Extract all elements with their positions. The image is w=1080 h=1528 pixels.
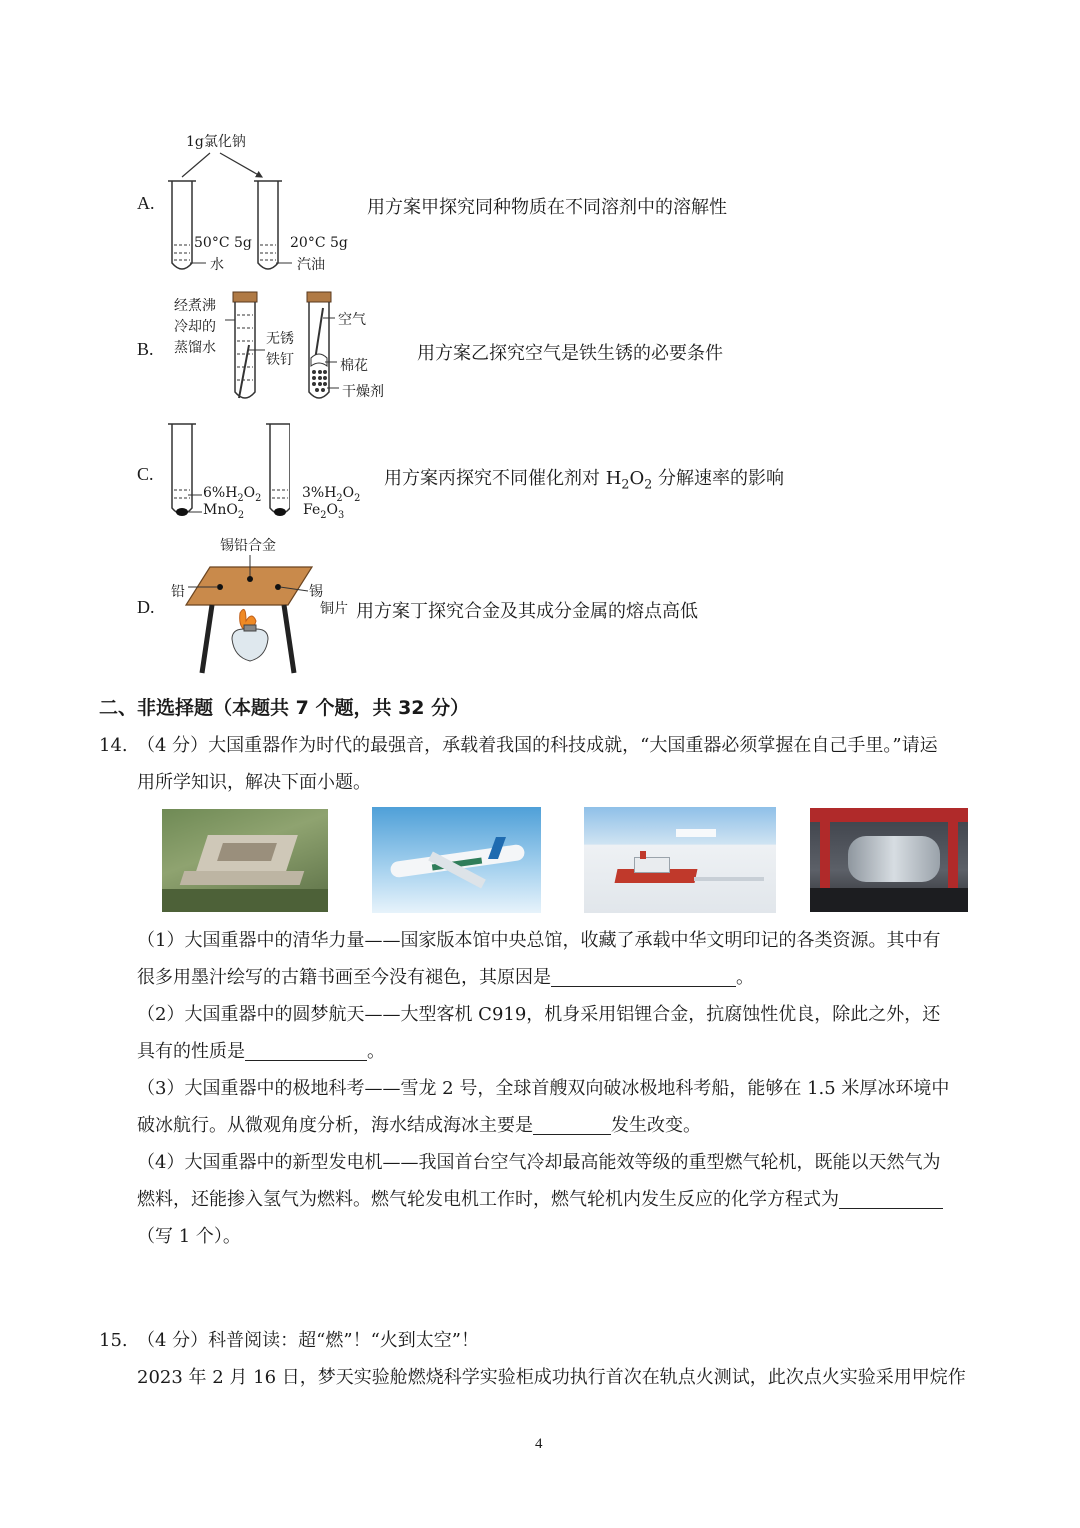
- q14-sub4-line2: 燃料，还能掺入氢气为燃料。燃气轮发电机工作时，燃气轮机内发生反应的化学方程式为: [137, 1181, 943, 1218]
- option-a-letter: A.: [137, 193, 155, 213]
- label-nail-2: 铁钉: [266, 352, 294, 368]
- turbine-photo: [810, 808, 968, 912]
- q14-sub1-answer-blank[interactable]: [551, 966, 736, 987]
- label-copper: 铜片: [320, 601, 348, 617]
- option-a-text: 用方案甲探究同种物质在不同溶剂中的溶解性: [367, 197, 727, 218]
- icebreaker-photo: [584, 807, 776, 913]
- q14-intro-line1: （4 分）大国重器作为时代的最强音，承载着我国的科技成就，“大国重器必须掌握在自己手里。”请运: [137, 735, 938, 756]
- label-cotton: 棉花: [340, 358, 368, 374]
- label-right-temp: 20°C 5g: [290, 235, 348, 251]
- label-fe2o3: $Fe_2O_3$: [303, 502, 345, 521]
- label-gasoline: 汽油: [297, 257, 325, 273]
- label-water: 水: [210, 257, 224, 273]
- label-tin: 锡: [309, 584, 323, 600]
- diagram-d-melting: [180, 555, 320, 680]
- q14-sub3-line1: （3）大国重器中的极地科考——雪龙 2 号，全球首艘双向破冰极地科考船，能够在 1.5 米厚冰环境中: [137, 1078, 950, 1099]
- label-water-1: 经煮沸: [174, 298, 216, 314]
- q14-number: 14.: [99, 735, 128, 756]
- library-photo: [162, 809, 328, 912]
- label-6pct-h2o2: $6\%H_2O_2$: [203, 485, 262, 504]
- option-d-text: 用方案丁探究合金及其成分金属的熔点高低: [356, 601, 698, 622]
- q14-sub4-answer-blank[interactable]: [839, 1188, 943, 1209]
- option-c-text: 用方案丙探究不同催化剂对 $H_2O_2$ 分解速率的影响: [384, 468, 784, 492]
- q14-sub2-line2: 具有的性质是 。: [137, 1041, 385, 1062]
- label-air: 空气: [338, 312, 366, 328]
- page-number: 4: [535, 1436, 543, 1452]
- label-nail-1: 无锈: [266, 331, 294, 347]
- section-title: 二、非选择题（本题共 7 个题，共 32 分）: [99, 697, 470, 719]
- label-desiccant: 干燥剂: [342, 384, 384, 400]
- q14-sub3-line2: 破冰航行。从微观角度分析，海水结成海冰主要是 发生改变。: [137, 1115, 701, 1136]
- label-lead: 铅: [171, 584, 185, 600]
- label-water-2: 冷却的: [174, 319, 216, 335]
- label-water-3: 蒸馏水: [174, 340, 216, 356]
- q15-line2: 2023 年 2 月 16 日，梦天实验舱燃烧科学实验柜成功执行首次在轨点火测试，此次点火实验采用甲烷作: [137, 1367, 966, 1388]
- option-b-letter: B.: [137, 339, 154, 359]
- option-c-letter: C.: [137, 464, 154, 484]
- option-b-text: 用方案乙探究空气是铁生锈的必要条件: [417, 343, 723, 364]
- q15-number: 15.: [99, 1330, 128, 1351]
- label-mno2: MnO$_2$: [203, 502, 245, 521]
- q14-sub3-answer-blank[interactable]: [533, 1114, 611, 1135]
- label-alloy: 锡铅合金: [220, 538, 276, 554]
- q14-sub2-line1: （2）大国重器中的圆梦航天——大型客机 C919，机身采用铝锂合金，抗腐蚀性优良，除此之外，还: [137, 1004, 941, 1025]
- label-left-temp: 50°C 5g: [194, 235, 252, 251]
- label-nacl: 1g氯化钠: [186, 134, 246, 150]
- q14-sub4-line3: （写 1 个）。: [137, 1226, 241, 1247]
- q14-sub1-line1: （1）大国重器中的清华力量——国家版本馆中央总馆，收藏了承载中华文明印记的各类资源。其中有: [137, 930, 941, 951]
- q14-sub1-line2: 很多用墨汁绘写的古籍书画至今没有褪色，其原因是 。: [137, 967, 754, 988]
- airliner-photo: [372, 807, 541, 913]
- q14-intro-line2: 用所学知识，解决下面小题。: [137, 772, 371, 793]
- q14-sub2-answer-blank[interactable]: [245, 1040, 367, 1061]
- q14-sub4-line1: （4）大国重器中的新型发电机——我国首台空气冷却最高能效等级的重型燃气轮机，既能以天然气为: [137, 1152, 941, 1173]
- option-d-letter: D.: [137, 597, 155, 617]
- label-3pct-h2o2: $3\%H_2O_2$: [302, 485, 361, 504]
- q15-title: （4 分）科普阅读：超“燃”！“火到太空”！: [137, 1330, 479, 1351]
